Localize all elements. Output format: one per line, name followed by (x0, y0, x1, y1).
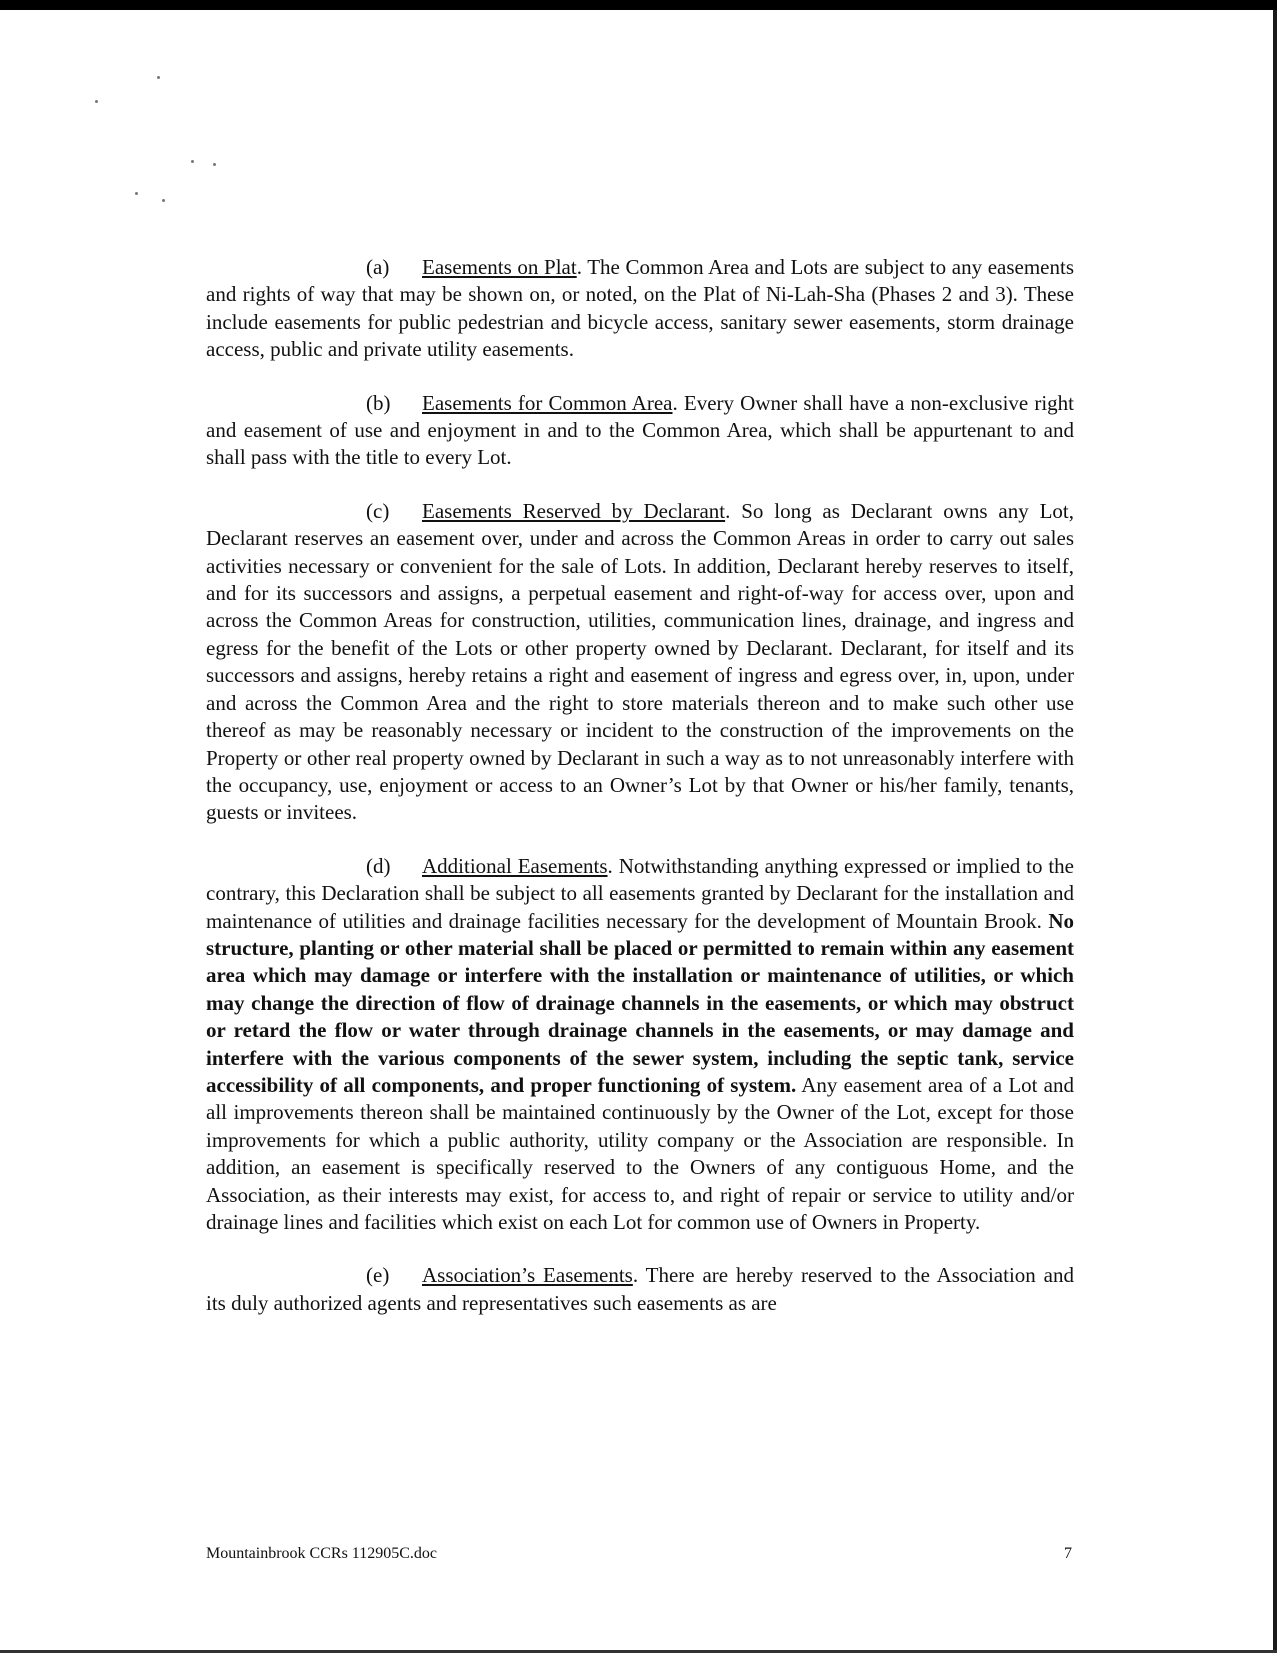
paragraph-heading: Easements on Plat (422, 255, 577, 279)
heading-punctuation: . (632, 1263, 646, 1288)
paragraph-number: (a) (366, 255, 390, 279)
paragraph-text: So long as Declarant owns any Lot, Declarant reserves an easement over, under and across the Common Areas in order to carry out sales activities necessary or convenient for the sale of Lots. In addition, Declarant hereby reserves to itself, and for its successors and assigns, a perpetual easement and right-of-way for access over, upon and across the Common Areas for construction, utilities, communication lines, drainage, and ingress and egress for the benefit of the Lots or other property owned by Declarant. Declarant, for itself and its successors and assigns, hereby retains a right and easement of ingress and egress over, in, upon, under and across the Common Area and the right to store materials thereon and to make such other use thereof as may be reasonably necessary or incident to the construction of the improvements on the Property or other real property owned by Declarant in such a way as to not unreasonably interfere with the occupancy, use, enjoyment or access to an Owner’s Lot by that Owner or his/her family, tenants, guests or invitees. (206, 498, 1074, 825)
paragraph-number: (e) (366, 1263, 390, 1288)
scan-border-top (0, 0, 1277, 10)
scan-speck (95, 100, 98, 103)
paragraph-bold-text: No structure, planting or other material shall be placed or permitted to remain within any easement area which may damage or interfere with the installation or maintenance of utilities, or which may change the direction of flow of drainage channels in the easements, or which may obstruct or retard the flow or water through drainage channels in the easements, or may damage and interfere with the various components of the sewer system, including the septic tank, service accessibility of all components, and proper functioning of system. (206, 908, 1074, 1097)
scan-border-right (1273, 10, 1277, 1650)
paragraph-text: There are hereby reserved to the Association and its duly authorized agents and representatives such easements as are (206, 1263, 1074, 1315)
scan-speck (191, 160, 194, 163)
paragraph-heading: Additional Easements (422, 853, 608, 878)
paragraph-number: (c) (366, 498, 390, 523)
paragraph-easements-reserved-by-declarant (206, 498, 1074, 827)
scan-speck (213, 163, 216, 166)
paragraph-text: The Common Area and Lots are subject to any easements and rights of way that may be shown on, or noted, on the Plat of Ni-Lah-Sha (Phases 2 and 3). These include easements for public pedestrian and bicycle access, sanitary sewer easements, storm drainage access, public and private utility easements. (206, 255, 1074, 362)
paragraph-heading: Easements Reserved by Declarant (422, 498, 726, 523)
paragraph-text: Notwithstanding anything expressed or implied to the contrary, this Declaration shall be subject to all easements granted by Declarant for the installation and maintenance of utilities and drainage facilities necessary for the development of Mountain Brook. (206, 853, 1074, 933)
document-body (206, 254, 1074, 1343)
heading-punctuation: . (672, 390, 684, 415)
paragraph-associations-easements (206, 1262, 1074, 1317)
paragraph-number: (d) (366, 853, 391, 878)
paragraph-easements-for-common-area (206, 390, 1074, 472)
paragraph-heading: Association’s Easements (422, 1263, 633, 1288)
heading-punctuation: . (576, 255, 588, 279)
scan-speck (162, 199, 165, 202)
scan-speck (135, 192, 138, 195)
scan-speck (157, 76, 160, 79)
heading-punctuation: . (607, 853, 619, 878)
footer-page-number: 7 (1064, 1545, 1072, 1562)
footer-document-name: Mountainbrook CCRs 112905C.doc (206, 1545, 437, 1562)
heading-punctuation: . (725, 498, 742, 523)
paragraph-heading: Easements for Common Area (422, 390, 673, 415)
paragraph-additional-easements (206, 853, 1074, 1237)
paragraph-number: (b) (366, 390, 391, 415)
paragraph-easements-on-plat (206, 254, 1074, 364)
paragraph-text-continued: Any easement area of a Lot and all improvements thereon shall be maintained continuously by the Owner of the Lot, except for those improvements for which a public authority, utility company or the Association are responsible. In addition, an easement is specifically reserved to the Owners of any contiguous Home, and the Association, as their interests may exist, for access to, and right of repair or service to utility and/or drainage lines and facilities which exist on each Lot for common use of Owners in Property. (206, 1072, 1075, 1234)
paragraph-text: Every Owner shall have a non-exclusive right and easement of use and enjoyment in and to the Common Area, which shall be appurtenant to and shall pass with the title to every Lot. (206, 390, 1075, 470)
